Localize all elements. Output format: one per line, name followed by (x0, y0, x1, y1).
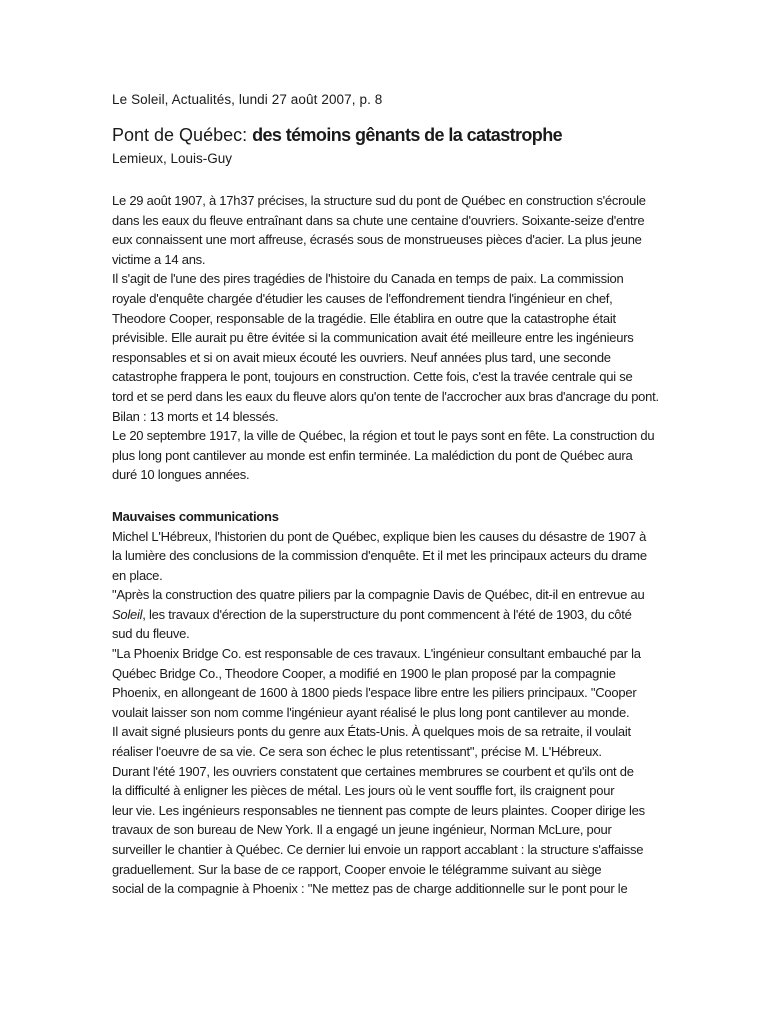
text-line: Theodore Cooper, responsable de la tragédie. Elle établira en outre que la catastrophe était (112, 310, 616, 326)
article-title (112, 125, 562, 146)
text-line: la difficulté à enligner les pièces de métal. Les jours où le vent souffle fort, ils craignent pour (112, 783, 615, 799)
text-line: responsables et si on avait mieux écouté les ouvriers. Neuf années plus tard, une seconde (112, 349, 611, 365)
title-headline: des témoins gênants de la catastrophe (252, 125, 563, 145)
text-line: graduellement. Sur la base de ce rapport, Cooper envoie le télégramme suivant au siège (112, 861, 602, 877)
text-line: victime a 14 ans. (112, 251, 206, 267)
text-line: tord et se perd dans les eaux du fleuve alors qu'on tente de l'accrocher aux bras d'ancrage du pont. (112, 388, 659, 404)
text-line: voulait laisser son nom comme l'ingénieur ayant réalisé le plus long pont cantilever au monde. (112, 704, 630, 720)
text-line: catastrophe frappera le pont, toujours en construction. Cette fois, c'est la travée centrale qui se (112, 369, 633, 385)
article-author: Lemieux, Louis-Guy (112, 151, 233, 166)
text-line: royale d'enquête chargée d'étudier les causes de l'effondrement tiendra l'ingénieur en chef, (112, 290, 613, 306)
text-line: la lumière des conclusions de la commission d'enquête. Et il met les principaux acteurs du drame (112, 548, 647, 564)
newspaper-name: Soleil (112, 606, 143, 622)
text-line: Le 20 septembre 1917, la ville de Québec, la région et tout le pays sont en fête. La construction du (112, 428, 655, 444)
text-fragment: , les travaux d'érection de la superstructure du pont commencent à l'été de 1903, du côté (142, 606, 632, 622)
paragraph-2 (112, 269, 657, 426)
paragraph-5 (112, 585, 657, 644)
paragraph-1 (112, 191, 657, 269)
text-line: Le 29 août 1907, à 17h37 précises, la structure sud du pont de Québec en construction s'écroule (112, 193, 646, 208)
text-line: social de la compagnie à Phoenix : "Ne mettez pas de charge additionnelle sur le pont pour le (112, 881, 628, 897)
paragraph-3 (112, 426, 657, 485)
text-line: eux connaissent une mort affreuse, écrasés sous de monstrueuses pièces d'acier. La plus jeune (112, 232, 642, 248)
text-line: travaux de son bureau de New York. Il a engagé un jeune ingénieur, Norman McLure, pour (112, 822, 612, 838)
text-line: Il avait signé plusieurs ponts du genre aux États-Unis. À quelques mois de sa retraite, il voulait (112, 724, 631, 740)
text-line: Durant l'été 1907, les ouvriers constatent que certaines membrures se courbent et qu'ils ont de (112, 763, 634, 779)
text-line: leur vie. Les ingénieurs responsables ne tiennent pas compte de leurs plaintes. Cooper dirige les (112, 802, 645, 818)
text-line: duré 10 longues années. (112, 467, 250, 483)
text-line: "Après la construction des quatre piliers par la compagnie Davis de Québec, dit-il en entrevue au (112, 587, 645, 603)
text-line: réaliser l'oeuvre de sa vie. Ce sera son échec le plus retentissant", précise M. L'Hébreux. (112, 744, 602, 760)
paragraph-7 (112, 762, 657, 899)
text-line: prévisible. Elle aurait pu être évitée si la communication avait été meilleure entre les ingénieurs (112, 330, 634, 346)
text-line: dans les eaux du fleuve entraînant dans sa chute une centaine d'ouvriers. Soixante-seize d'entre (112, 212, 645, 228)
article-body (112, 191, 657, 899)
text-line (112, 605, 657, 625)
text-line: en place. (112, 567, 163, 583)
text-line: sud du fleuve. (112, 626, 190, 642)
text-line: Phoenix, en allongeant de 1600 à 1800 pieds l'espace libre entre les piliers principaux. "Cooper (112, 685, 637, 701)
text-line: Michel L'Hébreux, l'historien du pont de Québec, explique bien les causes du désastre de 1907 à (112, 528, 647, 544)
text-line: plus long pont cantilever au monde est enfin terminée. La malédiction du pont de Québec aura (112, 447, 633, 463)
title-prefix: Pont de Québec: (112, 125, 253, 145)
text-line: surveiller le chantier à Québec. Ce dernier lui envoie un rapport accablant : la structure s'affaisse (112, 842, 644, 857)
paragraph-4 (112, 527, 657, 586)
paragraph-6 (112, 644, 657, 762)
article-source: Le Soleil, Actualités, lundi 27 août 2007, p. 8 (112, 92, 383, 107)
section-heading: Mauvaises communications (112, 508, 279, 524)
text-line: Québec Bridge Co., Theodore Cooper, a modifié en 1900 le plan proposé par la compagnie (112, 665, 616, 681)
text-line: "La Phoenix Bridge Co. est responsable de ces travaux. L'ingénieur consultant embauché par la (112, 646, 641, 662)
text-line: Il s'agit de l'une des pires tragédies de l'histoire du Canada en temps de paix. La commission (112, 271, 624, 287)
text-line: Bilan : 13 morts et 14 blessés. (112, 408, 279, 424)
